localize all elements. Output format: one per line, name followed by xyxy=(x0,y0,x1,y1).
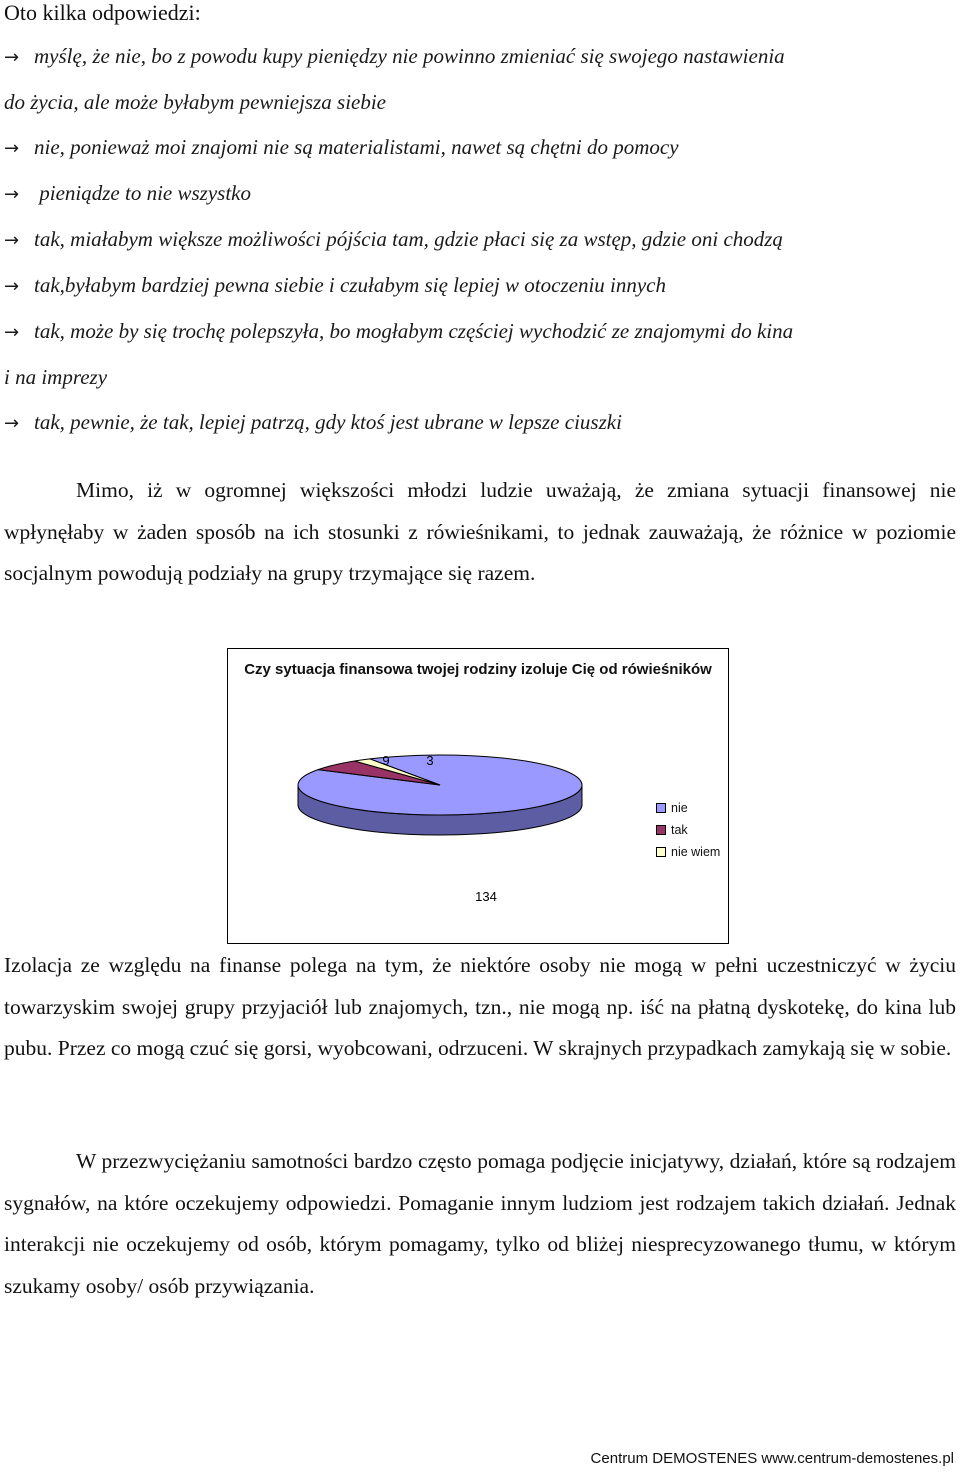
list-item: i na imprezy xyxy=(4,365,108,389)
pie-chart xyxy=(227,648,729,944)
list-item: → tak, może by się trochę polepszyła, bo mogłabym częściej wychodzić ze znajomymi do kina xyxy=(4,309,956,355)
arrow-right-icon: → xyxy=(4,47,20,68)
legend-item-tak: tak xyxy=(656,819,720,841)
arrow-right-icon: → xyxy=(4,322,20,343)
chart-title: Czy sytuacja finansowa twojej rodziny izoluje Cię od rówieśników xyxy=(244,661,712,678)
legend-swatch xyxy=(656,825,666,835)
paragraph-2: Izolacja ze względu na finanse polega na tym, że niektóre osoby nie mogą w pełni uczestniczyć w życiu towarzyskim swojej grupy przyjaciół lub znajomych, tzn., nie mogą np. iść na płatną dyskotekę, do kina lub pubu. Przez co mogą czuć się gorsi, wyobcowani, odrzuceni. W skrajnych przypadkach zamykają się w sobie. xyxy=(4,953,956,1060)
list-item: do życia, ale może byłabym pewniejsza siebie xyxy=(4,90,386,114)
legend-swatch xyxy=(656,847,666,857)
paragraph-1: Mimo, iż w ogromnej większości młodzi ludzie uważają, że zmiana sytuacji finansowej nie wpłynęłaby w żaden sposób na ich stosunki z rówieśnikami, to jednak zauważają, że różnice w poziomie socjalnym powodują podziały na grupy trzymające się razem. xyxy=(4,478,956,585)
answers-list xyxy=(4,34,956,446)
legend-item-nie: nie xyxy=(656,797,720,819)
arrow-right-icon: → xyxy=(4,230,20,251)
legend-swatch xyxy=(656,803,666,813)
list-item: → tak, miałabym większe możliwości pójścia tam, gdzie płaci się za wstęp, gdzie oni chodzą xyxy=(4,217,956,263)
pie-chart-svg xyxy=(228,649,728,943)
arrow-right-icon: → xyxy=(4,276,20,297)
arrow-right-icon: → xyxy=(4,413,20,434)
list-item: → tak, pewnie, że tak, lepiej patrzą, gdy ktoś jest ubrane w lepsze ciuszki xyxy=(4,400,956,446)
footer-text: Centrum DEMOSTENES www.centrum-demostenes.pl xyxy=(590,1450,954,1467)
intro-text: Oto kilka odpowiedzi: xyxy=(4,0,201,25)
data-label-nie-wiem: 3 xyxy=(426,753,434,768)
data-label-tak: 9 xyxy=(382,753,390,768)
arrow-right-icon: → xyxy=(4,184,20,205)
legend-item-nie-wiem: nie wiem xyxy=(656,841,720,863)
list-item: → myślę, że nie, bo z powodu kupy pieniędzy nie powinno zmieniać się swojego nastawienia xyxy=(4,34,956,80)
list-item: → tak,byłabym bardziej pewna siebie i czułabym się lepiej w otoczeniu innych xyxy=(4,263,956,309)
list-item: → nie, ponieważ moi znajomi nie są materialistami, nawet są chętni do pomocy xyxy=(4,125,956,171)
data-label-nie: 134 xyxy=(475,889,497,904)
chart-legend xyxy=(656,797,720,863)
arrow-right-icon: → xyxy=(4,138,20,159)
list-item: → pieniądze to nie wszystko xyxy=(4,171,956,217)
paragraph-3: W przezwyciężaniu samotności bardzo często pomaga podjęcie inicjatywy, działań, które są rodzajem sygnałów, na które oczekujemy odpowiedzi. Pomaganie innym ludziom jest rodzajem takich działań. Jednak interakcji nie oczekujemy od osób, którym pomagamy, tylko od bliżej niesprecyzowanego tłumu, w którym szukamy osoby/ osób przywiązania. xyxy=(4,1149,956,1298)
